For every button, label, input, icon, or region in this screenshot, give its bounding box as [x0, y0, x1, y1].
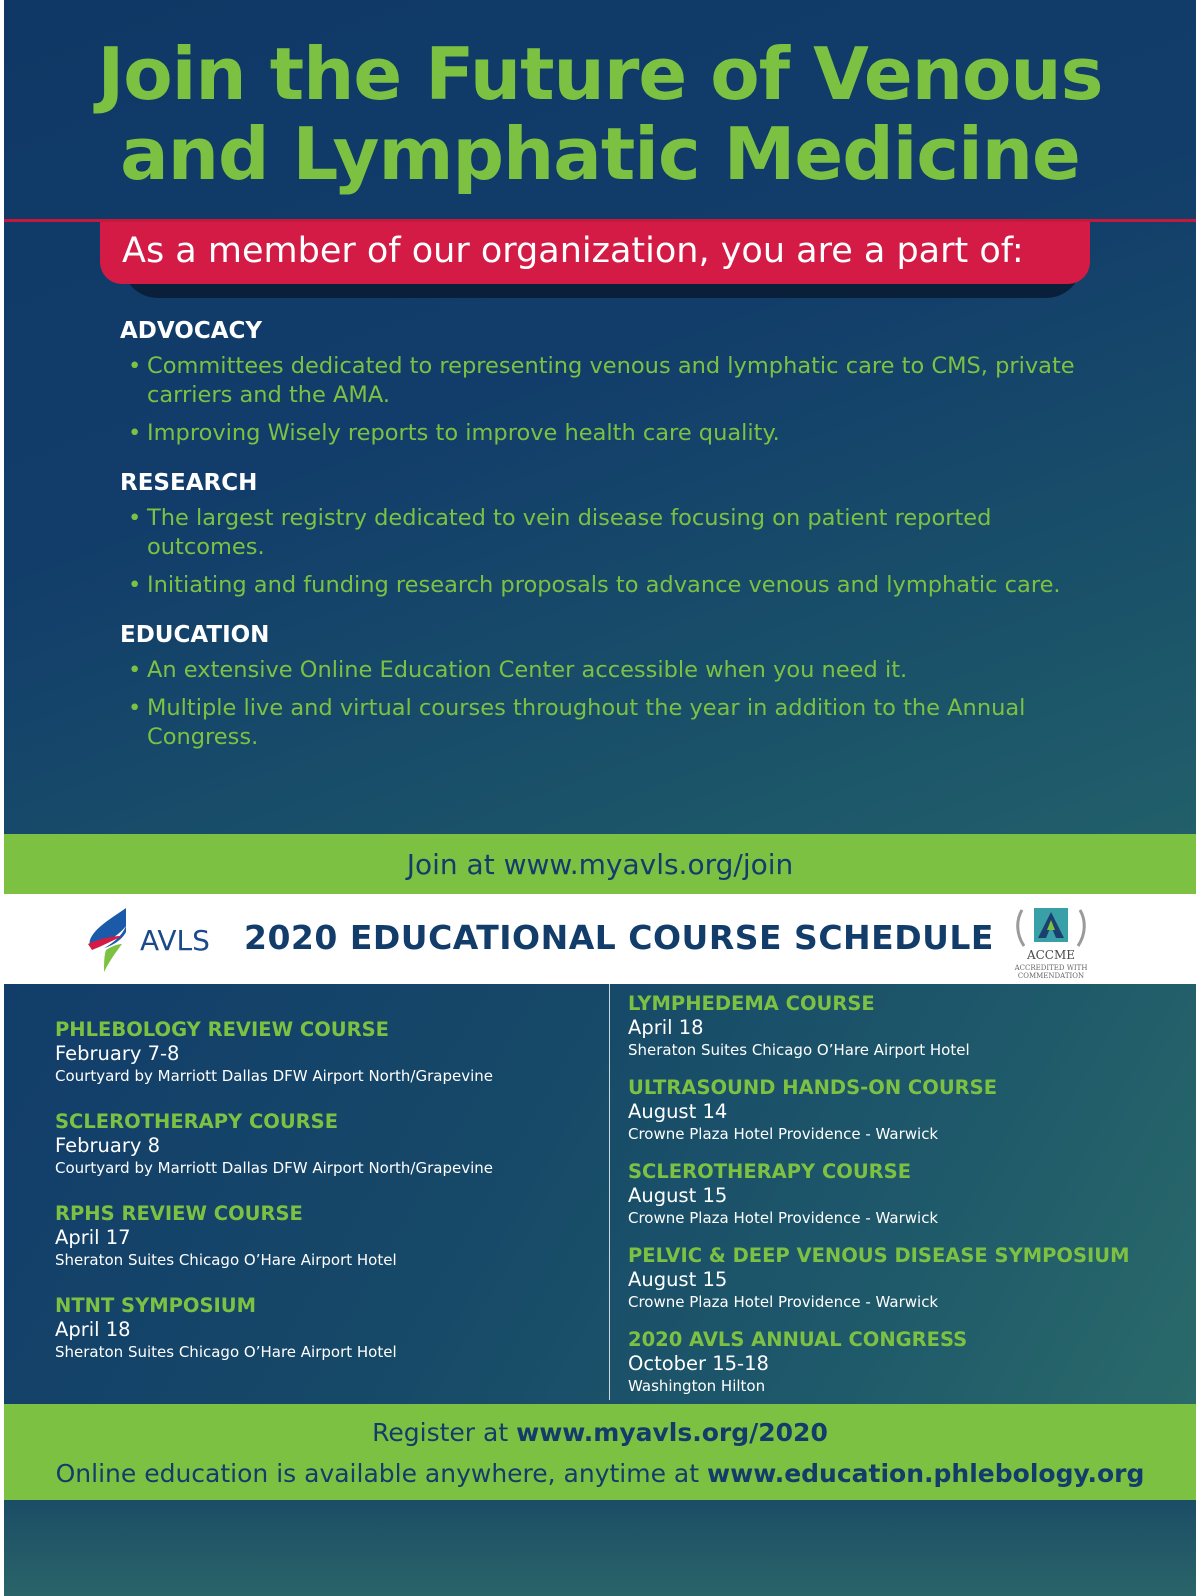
accme-subtitle: ACCREDITED WITH COMMENDATION: [1014, 964, 1088, 980]
course-name: LYMPHEDEMA COURSE: [628, 992, 875, 1015]
join-link[interactable]: Join at www.myavls.org/join: [4, 834, 1196, 894]
register-link[interactable]: www.myavls.org/2020: [516, 1418, 828, 1447]
benefit-category-advocacy: [120, 316, 1100, 448]
avls-swoosh-icon: [82, 906, 138, 974]
accme-badge: [1008, 904, 1094, 980]
bullet-item: • Initiating and funding research proposals to advance venous and lymphatic care.: [120, 571, 1100, 600]
course-venue: Washington Hilton: [628, 1377, 766, 1395]
bullet-item: • Committees dedicated to representing venous and lymphatic care to CMS, private carriers and the AMA.: [120, 352, 1100, 410]
category-title: RESEARCH: [120, 470, 258, 496]
course-item: [628, 1076, 1188, 1144]
course-venue: Sheraton Suites Chicago O’Hare Airport Hotel: [55, 1343, 397, 1361]
course-date: August 15: [628, 1184, 728, 1207]
course-item: [628, 1160, 1188, 1228]
register-prefix: Register at: [372, 1418, 509, 1447]
schedule-column-right: [628, 992, 1188, 1412]
avls-logo: [82, 906, 222, 974]
schedule-title: 2020 EDUCATIONAL COURSE SCHEDULE: [244, 918, 994, 957]
course-item: [628, 992, 1188, 1060]
benefit-category-research: [120, 468, 1100, 600]
schedule-header: [4, 894, 1196, 984]
register-line: [4, 1414, 1196, 1452]
bullet-item: • Improving Wisely reports to improve health care quality.: [120, 419, 1100, 448]
course-item: [55, 1202, 595, 1270]
course-name: 2020 AVLS ANNUAL CONGRESS: [628, 1328, 968, 1351]
course-venue: Sheraton Suites Chicago O’Hare Airport Hotel: [55, 1251, 397, 1269]
course-name: ULTRASOUND HANDS-ON COURSE: [628, 1076, 998, 1099]
course-date: October 15-18: [628, 1352, 769, 1375]
course-item: [55, 1294, 595, 1362]
course-date: August 15: [628, 1268, 728, 1291]
benefit-category-education: [120, 620, 1100, 752]
benefits-list: [120, 316, 1100, 772]
course-date: February 8: [55, 1134, 161, 1157]
course-venue: Sheraton Suites Chicago O’Hare Airport Hotel: [628, 1041, 970, 1059]
course-date: August 14: [628, 1100, 728, 1123]
bullet-list: [120, 504, 1100, 600]
accme-name: ACCME: [1026, 948, 1076, 962]
membership-banner: As a member of our organization, you are a part of:: [100, 222, 1090, 284]
course-item: [55, 1018, 595, 1086]
course-date: April 18: [628, 1016, 704, 1039]
course-date: April 17: [55, 1226, 131, 1249]
course-name: PHLEBOLOGY REVIEW COURSE: [55, 1018, 389, 1041]
schedule-column-left: [55, 1018, 595, 1386]
course-venue: Crowne Plaza Hotel Providence - Warwick: [628, 1125, 939, 1143]
course-name: NTNT SYMPOSIUM: [55, 1294, 257, 1317]
course-name: SCLEROTHERAPY COURSE: [55, 1110, 339, 1133]
bullet-item: • The largest registry dedicated to vein disease focusing on patient reported outcomes.: [120, 504, 1100, 562]
headline: [4, 34, 1196, 194]
course-venue: Crowne Plaza Hotel Providence - Warwick: [628, 1293, 939, 1311]
bottom-band: [4, 1500, 1196, 1596]
course-item: [628, 1328, 1188, 1396]
course-name: SCLEROTHERAPY COURSE: [628, 1160, 912, 1183]
membership-section: [4, 0, 1196, 852]
online-prefix: Online education is available anywhere, anytime at: [55, 1459, 700, 1488]
column-divider: [609, 984, 610, 1400]
schedule-body: [4, 984, 1196, 1404]
online-education-link[interactable]: www.education.phlebology.org: [707, 1459, 1145, 1488]
category-title: ADVOCACY: [120, 318, 263, 344]
course-venue: Crowne Plaza Hotel Providence - Warwick: [628, 1209, 939, 1227]
course-name: RPHS REVIEW COURSE: [55, 1202, 303, 1225]
bullet-item: • An extensive Online Education Center accessible when you need it.: [120, 656, 1100, 685]
bullet-list: [120, 656, 1100, 752]
course-venue: Courtyard by Marriott Dallas DFW Airport North/Grapevine: [55, 1067, 493, 1085]
accme-laurel-icon: [1008, 904, 1094, 952]
bullet-list: [120, 352, 1100, 448]
course-venue: Courtyard by Marriott Dallas DFW Airport North/Grapevine: [55, 1159, 493, 1177]
course-item: [628, 1244, 1188, 1312]
course-item: [55, 1110, 595, 1178]
headline-line-1: Join the Future of Venous: [97, 32, 1103, 116]
course-date: February 7-8: [55, 1042, 180, 1065]
footer: [4, 1404, 1196, 1500]
online-education-line: [4, 1455, 1196, 1493]
course-date: April 18: [55, 1318, 131, 1341]
bullet-item: • Multiple live and virtual courses throughout the year in addition to the Annual Congress.: [120, 694, 1100, 752]
course-name: PELVIC & DEEP VENOUS DISEASE SYMPOSIUM: [628, 1244, 1130, 1267]
avls-logo-text: AVLS: [140, 924, 210, 957]
category-title: EDUCATION: [120, 622, 270, 648]
headline-line-2: and Lymphatic Medicine: [120, 112, 1080, 196]
